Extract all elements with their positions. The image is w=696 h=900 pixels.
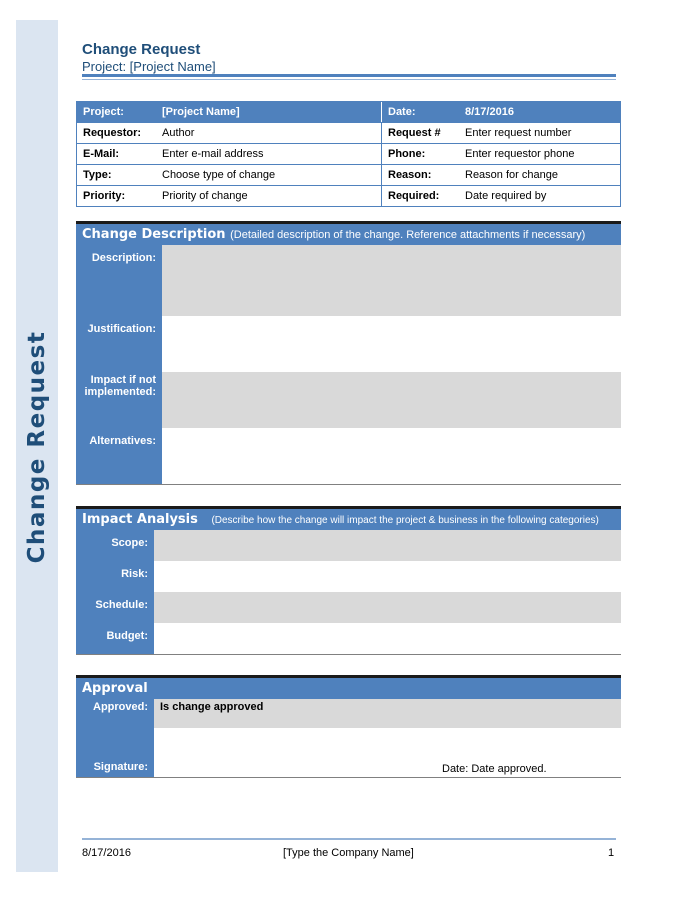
priority-label: Priority: xyxy=(83,190,126,202)
change-description-header xyxy=(76,221,621,245)
email-label: E-Mail: xyxy=(83,148,120,160)
footer-rule xyxy=(82,838,616,840)
description-row xyxy=(76,245,621,316)
request-number-label: Request # xyxy=(381,123,459,143)
header-rule xyxy=(82,74,616,77)
signature-row xyxy=(76,728,621,777)
budget-row xyxy=(76,623,621,654)
description-field[interactable] xyxy=(162,245,621,316)
justification-label: Justification: xyxy=(76,316,162,372)
type-label: Type: xyxy=(83,169,112,181)
approved-label: Approved: xyxy=(76,699,154,728)
approval-title: Approval xyxy=(82,681,148,696)
approval-section xyxy=(76,675,621,778)
impact-analysis-title: Impact Analysis xyxy=(82,512,198,527)
type-value[interactable]: Choose type of change xyxy=(162,169,276,181)
info-row-project xyxy=(77,102,620,122)
info-row-priority xyxy=(77,185,620,206)
reason-label: Reason: xyxy=(381,165,459,185)
alternatives-field[interactable] xyxy=(162,428,621,484)
required-label: Required: xyxy=(381,186,459,206)
project-value[interactable]: [Project Name] xyxy=(162,106,240,118)
change-description-title: Change Description xyxy=(82,227,226,242)
signature-field[interactable] xyxy=(154,728,621,777)
info-row-requestor xyxy=(77,122,620,143)
document-subtitle: Project: [Project Name] xyxy=(82,59,216,74)
alternatives-label: Alternatives: xyxy=(76,428,162,484)
change-description-note: (Detailed description of the change. Reference attachments if necessary) xyxy=(230,229,586,241)
date-approved-text: Date: Date approved. xyxy=(442,763,547,775)
approved-field[interactable]: Is change approved xyxy=(154,699,621,728)
request-number-value[interactable]: Enter request number xyxy=(465,127,572,139)
approved-row xyxy=(76,699,621,728)
document-title: Change Request xyxy=(82,41,201,58)
budget-label: Budget: xyxy=(76,623,154,654)
approval-header xyxy=(76,675,621,699)
schedule-field[interactable] xyxy=(154,592,621,623)
header-rule-thin xyxy=(82,79,616,80)
risk-field[interactable] xyxy=(154,561,621,592)
impact-analysis-section xyxy=(76,506,621,655)
budget-field[interactable] xyxy=(154,623,621,654)
requestor-value[interactable]: Author xyxy=(162,127,195,139)
scope-label: Scope: xyxy=(76,530,154,561)
impact-analysis-note: (Describe how the change will impact the project & business in the following categories) xyxy=(211,515,599,526)
description-label: Description: xyxy=(76,245,162,316)
priority-value[interactable]: Priority of change xyxy=(162,190,248,202)
footer-page-number: 1 xyxy=(608,847,615,859)
section-bottom-rule xyxy=(76,484,621,485)
signature-label: Signature: xyxy=(76,728,154,777)
section-bottom-rule xyxy=(76,654,621,655)
project-info-table xyxy=(76,101,621,207)
info-row-type xyxy=(77,164,620,185)
impact-analysis-header xyxy=(76,506,621,530)
impact-field[interactable] xyxy=(162,372,621,428)
schedule-row xyxy=(76,592,621,623)
schedule-label: Schedule: xyxy=(76,592,154,623)
phone-label: Phone: xyxy=(381,144,459,164)
email-value[interactable]: Enter e-mail address xyxy=(162,148,264,160)
phone-value[interactable]: Enter requestor phone xyxy=(465,148,575,160)
risk-label: Risk: xyxy=(76,561,154,592)
date-value[interactable]: 8/17/2016 xyxy=(465,106,514,118)
footer-date: 8/17/2016 xyxy=(82,847,131,859)
date-label: Date: xyxy=(381,102,459,122)
project-label: Project: xyxy=(83,106,124,118)
sidebar-title: Change Request xyxy=(24,330,50,564)
impact-row xyxy=(76,372,621,428)
alternatives-row xyxy=(76,428,621,484)
info-row-email xyxy=(77,143,620,164)
justification-row xyxy=(76,316,621,372)
change-description-section xyxy=(76,221,621,485)
required-value[interactable]: Date required by xyxy=(465,190,547,202)
reason-value[interactable]: Reason for change xyxy=(465,169,558,181)
scope-row xyxy=(76,530,621,561)
section-bottom-rule xyxy=(76,777,621,778)
scope-field[interactable] xyxy=(154,530,621,561)
impact-label: Impact if not implemented: xyxy=(76,372,162,428)
footer-company: [Type the Company Name] xyxy=(283,847,414,859)
justification-field[interactable] xyxy=(162,316,621,372)
requestor-label: Requestor: xyxy=(83,127,142,139)
risk-row xyxy=(76,561,621,592)
